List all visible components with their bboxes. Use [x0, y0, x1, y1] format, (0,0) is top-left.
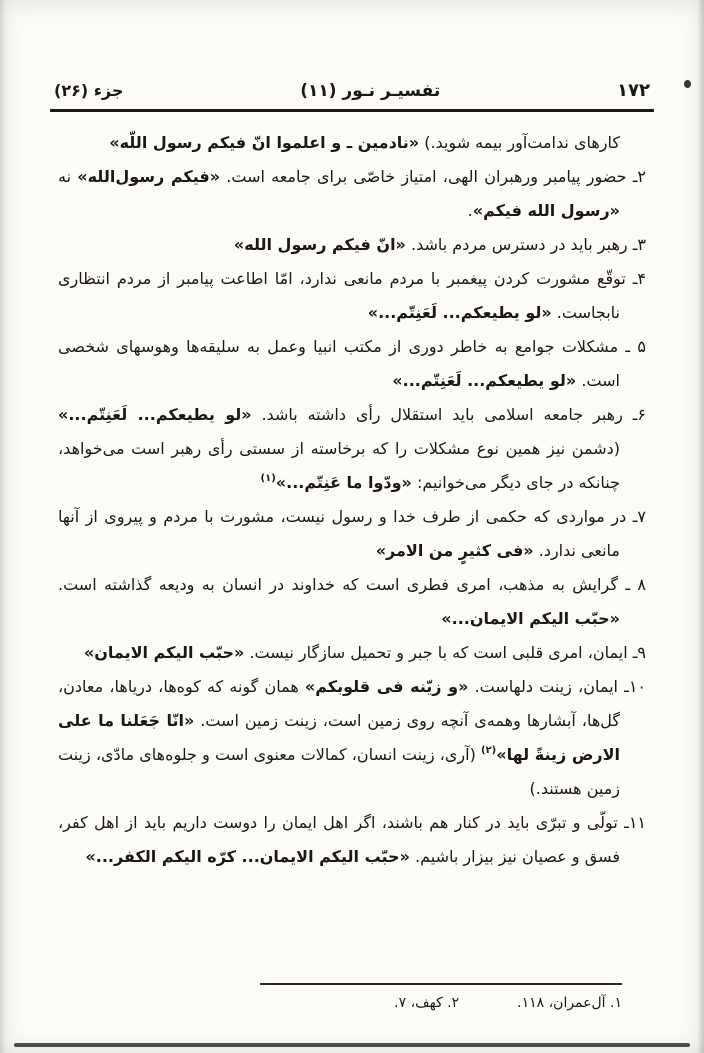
- paragraph-text: (آرى، زينت انسان، كمالات معنوى است و جلوه‌هاى مادّى، زينت زمين هستند.): [58, 745, 620, 798]
- paragraph-text: ۴ـ توقّع مشورت كردن پيغمبر با مردم مانعى ندارد، امّا اطاعت پيامبر از مردم انتظارى نابجاست.: [58, 269, 646, 322]
- header-rule: [50, 109, 654, 112]
- body-text: [58, 126, 646, 874]
- quran-quote: «فى كثيرٍ من الامر»: [375, 541, 534, 560]
- footnote: ۱. آل‌عمران، ۱۱۸.: [517, 995, 622, 1011]
- quran-quote: «انّ فيكم رسول الله»: [233, 235, 406, 254]
- paragraph-text: ۳ـ رهبر بايد در دسترس مردم باشد.: [405, 235, 646, 254]
- page-header: [0, 0, 704, 107]
- footnote-separator: [260, 983, 622, 985]
- quran-quote: «ودّوا ما عَنِتّم...»: [275, 473, 412, 492]
- quran-quote: «رسول الله فيكم»: [472, 201, 620, 220]
- paragraph: [58, 262, 646, 330]
- footnote-area: [58, 983, 646, 1011]
- paragraph-text: ۸ ـ گرايش به مذهب، امرى فطرى است كه خداوند در انسان به وديعه گذاشته است.: [58, 575, 646, 594]
- paragraph-text: (دشمن نيز همين نوع مشكلات را كه برخاسته از سستى رأى رهبر است مى‌خواهد، چنانكه در جاى ديگر مى‌خوانيم:: [58, 439, 620, 492]
- scan-artifact-right-edge: [697, 0, 704, 1053]
- paragraph: [58, 568, 646, 636]
- paragraph: [58, 500, 646, 568]
- paragraph-text: كارهاى ندامت‌آور بيمه شويد.): [419, 133, 620, 152]
- paragraph-text: ۲ـ حضور پيامبر ورهبران الهى، امتياز خاصّى براى جامعه است.: [220, 167, 646, 186]
- paragraph-text: ۵ ـ مشكلات جوامع به خاطر دورى از مكتب انبيا وعمل به سليقه‌ها وهوسهاى شخصى است.: [58, 337, 646, 390]
- quran-quote: «لو يطيعكم... لَعَنِتّم...»: [58, 405, 252, 424]
- quran-quote: «و زيّنه فى قلوبكم»: [304, 677, 469, 696]
- paragraph-text: نه: [58, 167, 78, 186]
- quran-quote: «حبّب اليكم الايمان»: [83, 643, 245, 662]
- paragraph: [58, 636, 646, 670]
- scan-artifact-speck: [684, 80, 691, 88]
- quran-quote: «حبّب اليكم الايمان... كرّه اليكم الكفر...»: [85, 847, 410, 866]
- quran-quote: «فيكم رسول‌الله»: [77, 167, 221, 186]
- paragraph: [58, 160, 646, 228]
- paragraph-text: ۶ـ رهبر جامعه اسلامى بايد استقلال رأى داشته باشد.: [251, 405, 646, 424]
- quran-quote: «حبّب اليكم الايمان...»: [441, 609, 620, 628]
- paragraph-text: همان گونه كه كوه‌ها، درياها، معادن، گل‌ها، آبشارها وهمه‌ى آنچه روى زمين است، زينت زمين است.: [58, 677, 621, 730]
- paragraph: [58, 398, 646, 500]
- footnotes: [58, 995, 646, 1011]
- paragraph-text: ۹ـ ايمان، امرى قلبى است كه با جبر و تحميل سازگار نيست.: [244, 643, 646, 662]
- paragraph-text: ۱۱ـ تولّى و تبرّى بايد در كنار هم باشند، اگر اهل ايمان را دوست داريم بايد از اهل كفر، فسق و عصيان نيز بيزار باشيم.: [58, 813, 646, 866]
- section-label: جزء (۲۶): [54, 81, 124, 100]
- paragraph: [58, 126, 646, 160]
- footnote-ref: (۲): [480, 745, 497, 756]
- quran-quote: «نادمين ـ و اعلموا انّ فيكم رسول اللّه»: [109, 133, 420, 152]
- book-title: تفسيـر نـور (۱۱): [300, 81, 441, 101]
- footnote: ۲. كهف، ۷.: [394, 995, 460, 1011]
- paragraph-text: ۱۰ـ ايمان، زينت دلهاست.: [468, 677, 647, 696]
- paragraph-text: .: [467, 201, 473, 220]
- paragraph: [58, 670, 646, 806]
- paragraph-text: ۷ـ در مواردى كه حكمى از طرف خدا و رسول نيست، مشورت با مردم و پيروى از آنها مانعى ندارد.: [58, 507, 646, 560]
- paragraph: [58, 806, 646, 874]
- paragraph: [58, 228, 646, 262]
- footnote-ref: (۱): [260, 473, 276, 484]
- quran-quote: «لو يطيعكم... لَعَنِتّم...»: [392, 371, 577, 390]
- scan-artifact-bottom-edge: [14, 1043, 690, 1047]
- quran-quote: «لو يطيعكم... لَعَنِتّم...»: [367, 303, 552, 322]
- paragraph: [58, 330, 646, 398]
- page-number: ۱۷۲: [617, 80, 650, 101]
- quran-quote: «انّا جَعَلنا ما على الارض زينةً لها»: [58, 711, 621, 764]
- scan-artifact-left-edge: [0, 0, 6, 1053]
